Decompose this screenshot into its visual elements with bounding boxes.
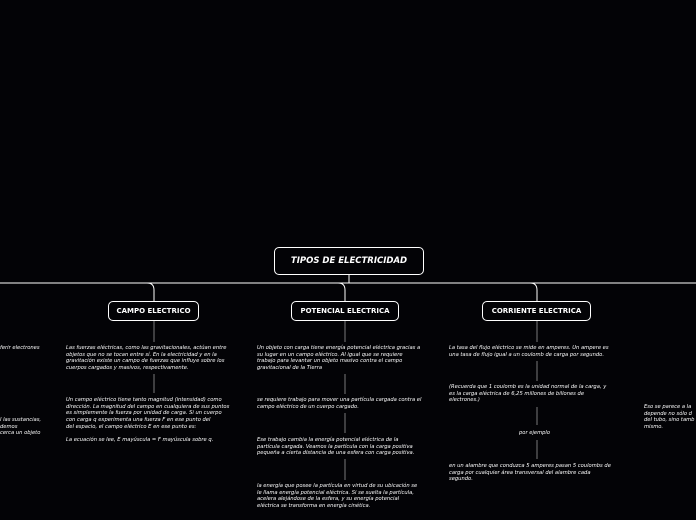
left-edge-text-2 bbox=[0, 417, 41, 437]
potencial-text-4 bbox=[257, 483, 417, 510]
corriente-text-3 bbox=[519, 430, 550, 437]
text-line: con carga q experimenta una fuerza F en ese punto del bbox=[66, 417, 211, 424]
text-line: del espacio, el campo eléctrico E en ese punto es: bbox=[66, 423, 197, 430]
left-edge-text-1 bbox=[0, 345, 40, 352]
text-line: se requiere trabajo para mover una partícula cargada contra el bbox=[257, 397, 422, 403]
category-label: POTENCIAL ELECTRICA bbox=[300, 307, 390, 315]
text-line: le llama energía potencial eléctrica. Si se suelta la partícula, bbox=[257, 489, 414, 496]
text-line: dirección. La magnitud del campo en cualquiera de sus puntos bbox=[66, 403, 230, 410]
text-line: electrones.) bbox=[449, 397, 480, 404]
text-line: su lugar en un campo eléctrico. Al igual que se requiere bbox=[257, 351, 403, 358]
text-line: cuerpos cargados y masivos, respectivamente. bbox=[66, 365, 189, 372]
root-title: TIPOS DE ELECTRICIDAD bbox=[290, 256, 408, 266]
corriente-text-2 bbox=[449, 384, 606, 404]
potencial-text-1 bbox=[257, 345, 420, 372]
text-line: campo eléctrico de un cuerpo cargado. bbox=[257, 403, 359, 410]
root-node[interactable] bbox=[274, 247, 424, 275]
text-line: una tasa de flujo igual a un coulomb de carga por segundo. bbox=[449, 351, 604, 358]
text-line: gravitacional de la Tierra bbox=[257, 365, 323, 372]
text-line: partícula cargada. Veamos la partícula con la carga positiva bbox=[257, 443, 413, 450]
text-line: es simplemente la fuerza por unidad de carga. Si un cuerpo bbox=[66, 410, 222, 417]
category-corriente-electrica[interactable] bbox=[482, 301, 591, 321]
text-line: del tubo, sino tamb bbox=[644, 417, 695, 424]
text-line: (Recuerda que 1 coulomb es la unidad normal de la carga, y bbox=[449, 384, 607, 390]
text-line: mismo. bbox=[644, 424, 664, 431]
text-line: acelera alejándose de la esfera, y su energía potencial bbox=[257, 496, 400, 503]
text-line: eléctrica se transforma en energía cinética. bbox=[257, 503, 371, 510]
campo-text-2 bbox=[66, 397, 229, 444]
category-campo-electrico[interactable] bbox=[108, 301, 199, 321]
text-line: l las sustancias, bbox=[0, 417, 42, 423]
text-line: Un campo eléctrico tiene tanto magnitud (intensidad) como bbox=[66, 397, 222, 403]
category-label: CAMPO ELECTRICO bbox=[116, 307, 191, 315]
campo-text-1 bbox=[66, 345, 227, 372]
text-line: ferir electrones bbox=[0, 345, 40, 351]
potencial-text-2 bbox=[257, 397, 421, 410]
potencial-text-3 bbox=[257, 437, 414, 457]
text-line: carga por cualquier área transversal del alambre cada bbox=[449, 469, 591, 476]
text-line: en un alambre que conduzca 5 amperes pasan 5 coulombs de bbox=[449, 463, 611, 469]
text-line: pequeña a cierta distancia de una esfera con carga positiva. bbox=[257, 450, 415, 457]
text-line: Un objeto con carga tiene energía potencial eléctrica gracias a bbox=[257, 345, 421, 351]
text-line: La ecuación se lee, E mayúscula = F mayúscula sobre q. bbox=[66, 437, 214, 444]
corriente-text-1 bbox=[449, 345, 609, 358]
right-edge-text-1 bbox=[644, 404, 694, 431]
text-line: demos bbox=[0, 423, 18, 430]
text-line: segundo. bbox=[449, 476, 473, 483]
text-line: Las fuerzas eléctricas, como las gravitacionales, actúan entre bbox=[66, 345, 227, 351]
text-line: objetos que no se tocan entre sí. En la electricidad y en la bbox=[66, 351, 217, 358]
text-line: cerca un objeto bbox=[0, 430, 41, 437]
corriente-text-4 bbox=[449, 463, 611, 483]
text-line: gravitación existe un campo de fuerzas que influye sobre los bbox=[66, 358, 225, 365]
text-line: Eso se parece a la bbox=[644, 404, 692, 410]
text-line: la energía que posee la partícula en virtud de su ubicación se bbox=[257, 483, 418, 489]
text-line: es la carga eléctrica de 6,25 millones de billones de bbox=[449, 390, 585, 397]
category-potencial-electrica[interactable] bbox=[291, 301, 399, 321]
text-line: trabajo para levantar un objeto masivo contra el campo bbox=[257, 358, 403, 365]
text-line: por ejemplo bbox=[519, 430, 551, 436]
category-label: CORRIENTE ELECTRICA bbox=[491, 307, 582, 315]
text-line: depende no sólo d bbox=[644, 410, 692, 417]
text-line: La tasa del flujo eléctrico se mide en amperes. Un ampere es bbox=[449, 345, 609, 351]
text-line: Ese trabajo cambia la energía potencial eléctrica de la bbox=[257, 437, 399, 443]
